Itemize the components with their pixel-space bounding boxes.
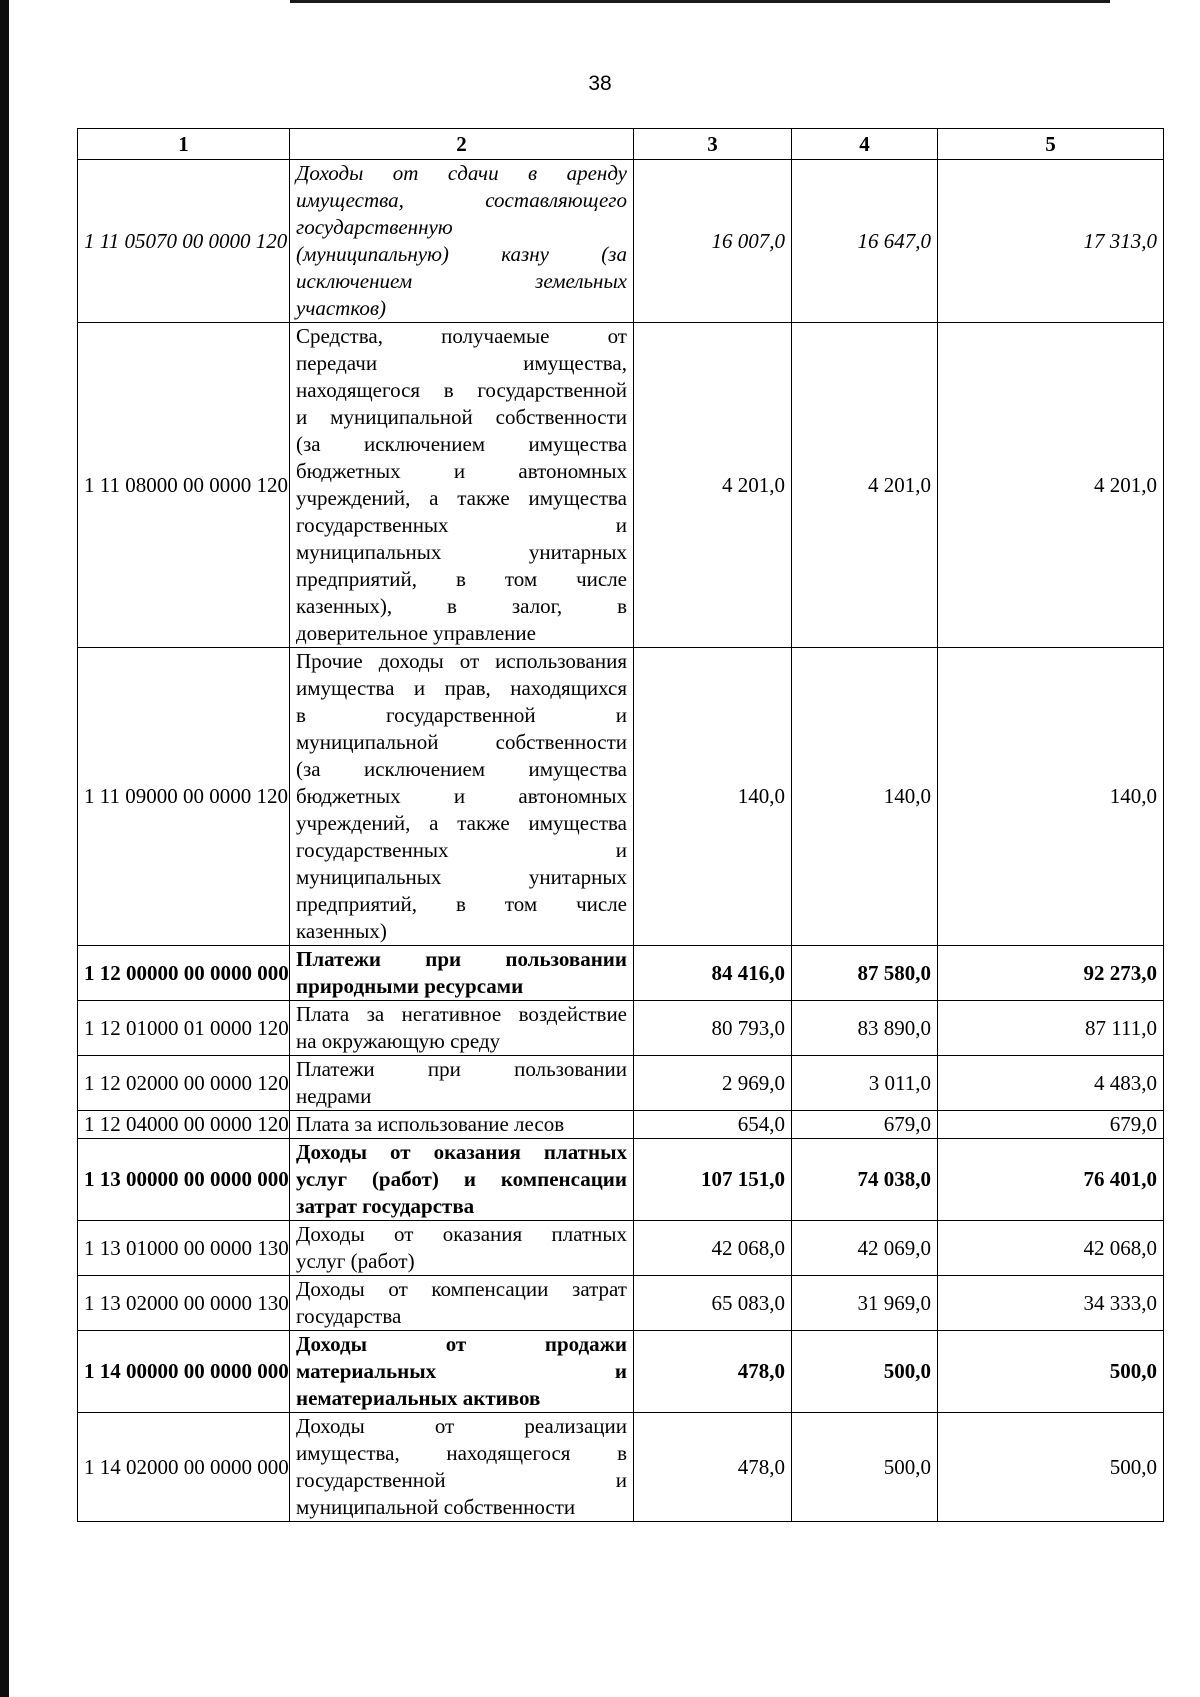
value-cell-col-4: 74 038,0 [792,1139,938,1221]
description-line: предприятий, в том числе [296,892,627,916]
table-row [78,1056,1164,1111]
scan-top-line [290,0,1110,3]
description-line: государственную [296,215,453,239]
description-line: имущества, находящегося в [296,1441,627,1465]
scan-edge [0,0,9,1697]
description-line: имущества и прав, находящихся [296,676,627,700]
value-cell-col-4: 31 969,0 [792,1276,938,1331]
value-cell-col-5: 76 401,0 [938,1139,1164,1221]
value-cell-col-3: 42 068,0 [634,1221,792,1276]
description-line: услуг (работ) [296,1249,415,1273]
description-cell [290,1139,634,1221]
budget-code-cell: 1 14 02000 00 0000 000 [78,1413,290,1522]
value-cell-col-4: 87 580,0 [792,946,938,1001]
description-line: государственных и [296,513,627,537]
value-cell-col-3: 478,0 [634,1413,792,1522]
description-line: передачи имущества, [296,351,627,375]
table-row [78,946,1164,1001]
description-line: и муниципальной собственности [296,405,627,429]
description-line: учреждений, а также имущества [296,486,627,510]
description-cell [290,1276,634,1331]
description-line: Средства, получаемые от [296,324,627,348]
description-line: имущества, составляющего [296,188,627,212]
header-col-2: 2 [290,129,634,160]
description-cell [290,1331,634,1413]
value-cell-col-5: 679,0 [938,1111,1164,1139]
value-cell-col-5: 92 273,0 [938,946,1164,1001]
description-line: бюджетных и автономных [296,784,627,808]
description-line: природными ресурсами [296,974,524,998]
value-cell-col-3: 654,0 [634,1111,792,1139]
revenue-table [77,128,1164,1522]
budget-code-cell: 1 12 02000 00 0000 120 [78,1056,290,1111]
value-cell-col-3: 2 969,0 [634,1056,792,1111]
description-line: участков) [296,296,386,320]
value-cell-col-3: 140,0 [634,648,792,946]
description-line: нематериальных активов [296,1386,541,1410]
description-line: муниципальной собственности [296,730,627,754]
value-cell-col-5: 500,0 [938,1413,1164,1522]
description-line: учреждений, а также имущества [296,811,627,835]
table-row [78,1221,1164,1276]
description-line: Доходы от оказания платных [296,1140,627,1164]
value-cell-col-5: 17 313,0 [938,160,1164,323]
value-cell-col-5: 4 201,0 [938,323,1164,648]
value-cell-col-3: 65 083,0 [634,1276,792,1331]
page-number: 38 [588,72,612,95]
description-cell [290,648,634,946]
description-line: предприятий, в том числе [296,567,627,591]
description-line: Доходы от компенсации затрат [296,1277,627,1301]
description-line: Доходы от реализации [296,1414,627,1438]
table-row [78,1413,1164,1522]
table-row [78,160,1164,323]
description-line: недрами [296,1084,372,1108]
value-cell-col-3: 107 151,0 [634,1139,792,1221]
description-line: материальных и [296,1359,627,1383]
description-line: муниципальных унитарных [296,540,627,564]
budget-code-cell: 1 14 00000 00 0000 000 [78,1331,290,1413]
header-col-5: 5 [938,129,1164,160]
budget-code-cell: 1 11 08000 00 0000 120 [78,323,290,648]
description-line: (муниципальную) казну (за [296,242,627,266]
value-cell-col-3: 4 201,0 [634,323,792,648]
header-col-1: 1 [78,129,290,160]
value-cell-col-4: 500,0 [792,1413,938,1522]
budget-code-cell: 1 12 04000 00 0000 120 [78,1111,290,1139]
description-line: Платежи при пользовании [296,947,627,971]
description-line: в государственной и [296,703,627,727]
description-line: казенных), в залог, в [296,594,627,618]
value-cell-col-5: 500,0 [938,1331,1164,1413]
description-line: (за исключением имущества [296,757,627,781]
description-line: Доходы от продажи [296,1332,627,1356]
description-cell [290,1413,634,1522]
value-cell-col-3: 84 416,0 [634,946,792,1001]
table-row [78,1001,1164,1056]
value-cell-col-3: 478,0 [634,1331,792,1413]
description-line: услуг (работ) и компенсации [296,1167,627,1191]
description-line: Плата за использование лесов [296,1112,565,1136]
table-row [78,323,1164,648]
description-line: исключением земельных [296,269,627,293]
description-line: находящегося в государственной [296,378,627,402]
description-line: (за исключением имущества [296,432,627,456]
header-col-3: 3 [634,129,792,160]
description-cell [290,1111,634,1139]
table-row [78,1111,1164,1139]
value-cell-col-4: 3 011,0 [792,1056,938,1111]
description-cell [290,160,634,323]
value-cell-col-4: 42 069,0 [792,1221,938,1276]
value-cell-col-4: 4 201,0 [792,323,938,648]
value-cell-col-5: 42 068,0 [938,1221,1164,1276]
description-line: государственной и [296,1468,627,1492]
description-line: государственных и [296,838,627,862]
value-cell-col-3: 16 007,0 [634,160,792,323]
header-col-4: 4 [792,129,938,160]
description-line: муниципальной собственности [296,1495,576,1519]
header-row [78,129,1164,160]
budget-code-cell: 1 12 01000 01 0000 120 [78,1001,290,1056]
budget-code-cell: 1 13 00000 00 0000 000 [78,1139,290,1221]
value-cell-col-3: 80 793,0 [634,1001,792,1056]
description-line: Доходы от оказания платных [296,1222,627,1246]
description-cell [290,1001,634,1056]
description-line: на окружающую среду [296,1029,501,1053]
value-cell-col-4: 679,0 [792,1111,938,1139]
budget-code-cell: 1 13 01000 00 0000 130 [78,1221,290,1276]
table-row [78,1276,1164,1331]
table-body [78,160,1164,1522]
table-row [78,1331,1164,1413]
description-cell [290,946,634,1001]
description-cell [290,1221,634,1276]
description-line: казенных) [296,919,387,943]
value-cell-col-4: 16 647,0 [792,160,938,323]
description-cell [290,1056,634,1111]
description-line: бюджетных и автономных [296,459,627,483]
description-line: Доходы от сдачи в аренду [296,161,627,185]
description-cell [290,323,634,648]
description-line: доверительное управление [296,621,536,645]
value-cell-col-4: 83 890,0 [792,1001,938,1056]
description-line: затрат государства [296,1194,475,1218]
budget-code-cell: 1 12 00000 00 0000 000 [78,946,290,1001]
description-line: Прочие доходы от использования [296,649,627,673]
value-cell-col-5: 140,0 [938,648,1164,946]
description-line: муниципальных унитарных [296,865,627,889]
description-line: государства [296,1304,402,1328]
description-line: Платежи при пользовании [296,1057,627,1081]
value-cell-col-5: 34 333,0 [938,1276,1164,1331]
description-line: Плата за негативное воздействие [296,1002,627,1026]
value-cell-col-4: 140,0 [792,648,938,946]
table-row [78,1139,1164,1221]
value-cell-col-5: 4 483,0 [938,1056,1164,1111]
budget-code-cell: 1 11 05070 00 0000 120 [78,160,290,323]
budget-code-cell: 1 13 02000 00 0000 130 [78,1276,290,1331]
value-cell-col-4: 500,0 [792,1331,938,1413]
value-cell-col-5: 87 111,0 [938,1001,1164,1056]
budget-code-cell: 1 11 09000 00 0000 120 [78,648,290,946]
table-row [78,648,1164,946]
